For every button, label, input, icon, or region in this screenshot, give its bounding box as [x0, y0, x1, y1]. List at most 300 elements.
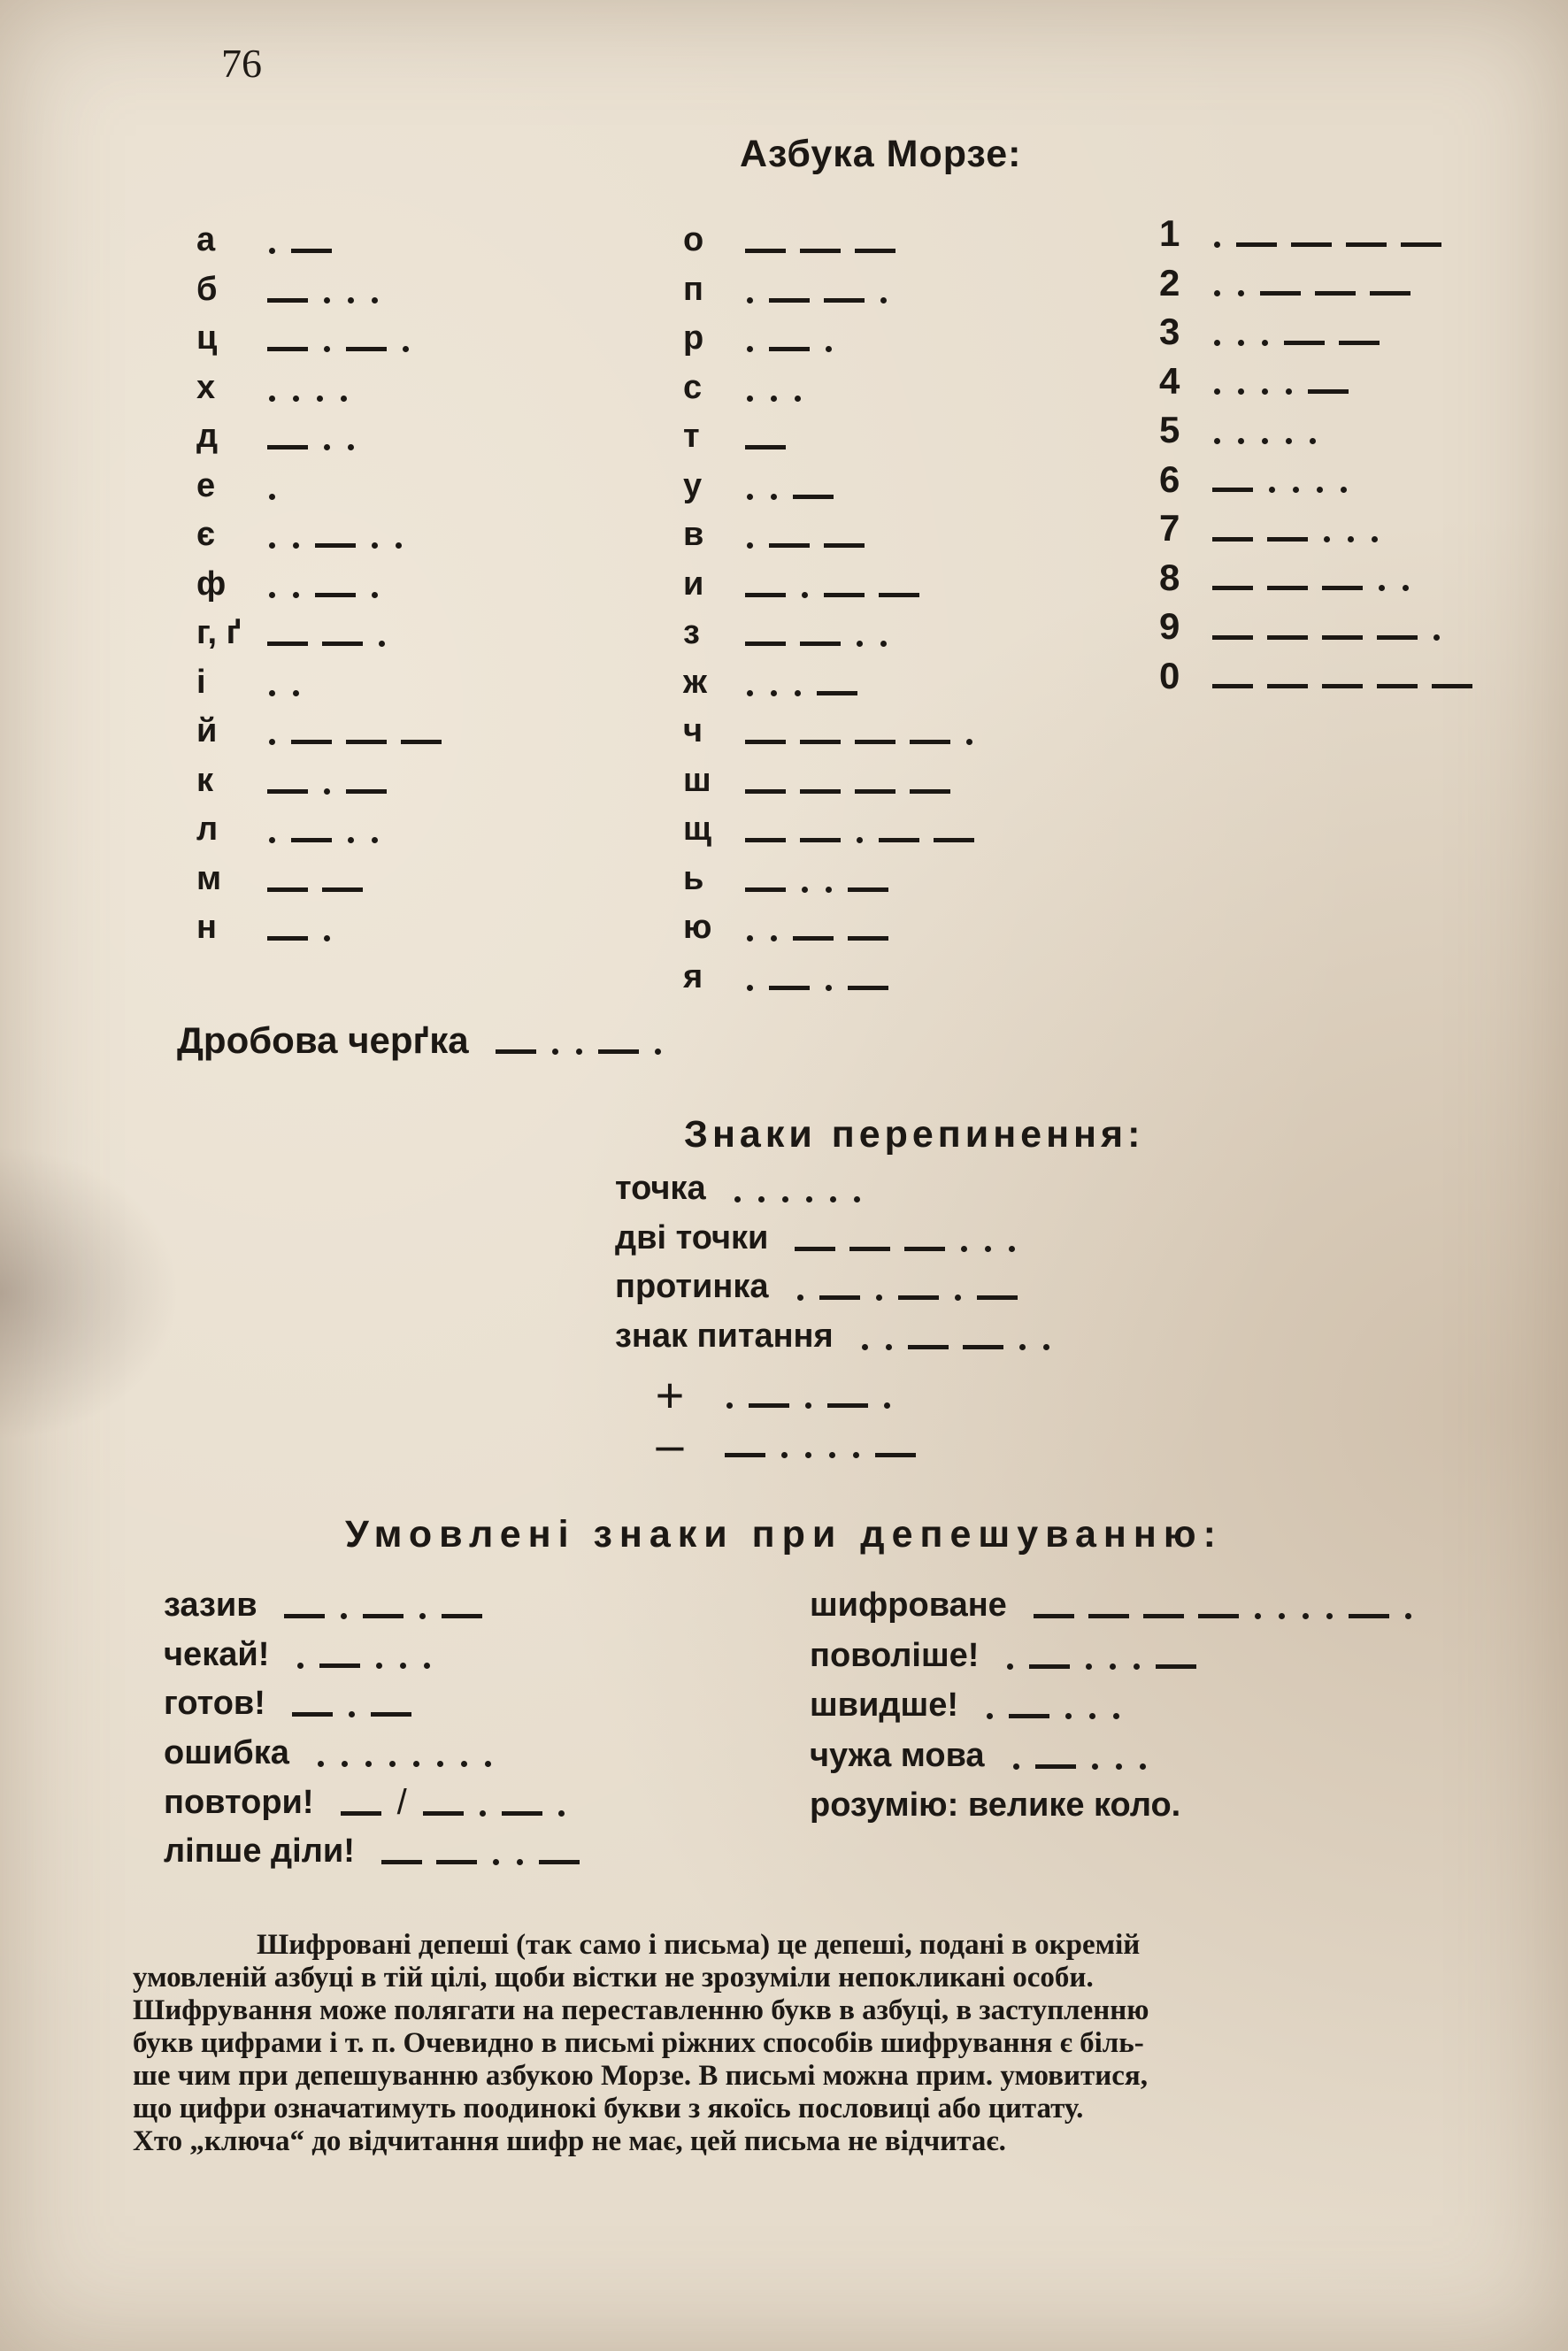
- morse-label: ь: [683, 859, 704, 897]
- morse-code: [260, 728, 449, 734]
- dot-mark: [437, 1761, 443, 1767]
- morse-row: [196, 664, 308, 702]
- morse-code: [738, 238, 903, 242]
- dot-mark: [1348, 536, 1354, 542]
- dot-mark: [1007, 1663, 1013, 1670]
- dash-mark: [1308, 389, 1349, 394]
- conventional-label: чужа мова: [810, 1736, 985, 1774]
- dash-mark: [1401, 242, 1441, 247]
- dot-mark: [480, 1810, 486, 1817]
- morse-row: [683, 271, 895, 309]
- dash-mark: [824, 543, 865, 548]
- dot-mark: [771, 935, 777, 941]
- morse-row: [196, 909, 339, 947]
- punctuation-label: точка: [615, 1170, 706, 1207]
- dash-mark: [963, 1345, 1003, 1349]
- morse-code: [260, 237, 339, 243]
- morse-row: [683, 958, 895, 996]
- dot-mark: [747, 494, 753, 500]
- dot-mark: [372, 542, 378, 549]
- dot-mark: [1092, 1763, 1098, 1770]
- dash-mark: [1212, 635, 1253, 640]
- dash-mark: [819, 1295, 860, 1300]
- morse-label: р: [683, 319, 704, 357]
- morse-row: [196, 516, 411, 554]
- morse-row: [1159, 262, 1418, 304]
- dot-mark: [348, 444, 354, 450]
- paragraph-line: букв цифрами і т. п. Очевидно в письмі ріжних способів шифрування є біль-: [133, 2027, 1144, 2059]
- morse-row: [615, 1268, 1025, 1306]
- dash-mark: [1267, 684, 1308, 688]
- dot-mark: [348, 297, 354, 303]
- dash-mark: [769, 298, 810, 303]
- morse-row: [196, 565, 387, 603]
- dot-mark: [269, 248, 275, 254]
- dash-mark: [423, 1811, 464, 1816]
- conventional-label: швидше!: [810, 1686, 958, 1724]
- dot-mark: [576, 1049, 582, 1055]
- dash-mark: [1377, 684, 1418, 688]
- dash-mark: [1009, 1714, 1049, 1718]
- dot-mark: [1009, 1246, 1015, 1252]
- dash-mark: [1267, 635, 1308, 640]
- dash-mark: [908, 1345, 949, 1349]
- conventional-label: шифроване: [810, 1587, 1007, 1624]
- dash-mark: [1322, 635, 1363, 640]
- morse-code: [1205, 574, 1418, 580]
- morse-code: [1205, 378, 1356, 384]
- dash-mark: [292, 1712, 333, 1717]
- dash-mark: [371, 1712, 411, 1717]
- dash-mark: [1291, 242, 1332, 247]
- dot-mark: [269, 837, 275, 843]
- morse-row: [1159, 557, 1418, 599]
- dot-mark: [517, 1859, 523, 1865]
- morse-row: [810, 1737, 1155, 1775]
- dot-mark: [955, 1295, 961, 1301]
- morse-row: [1159, 507, 1387, 549]
- morse-row: [615, 1318, 1058, 1356]
- dot-mark: [1341, 487, 1347, 493]
- fraction-line-row: [177, 1019, 670, 1062]
- morse-label: л: [196, 811, 219, 848]
- dot-mark: [1116, 1763, 1122, 1770]
- dash-mark: [1284, 341, 1325, 345]
- dot-mark: [324, 297, 330, 303]
- morse-label: г, ґ: [196, 614, 242, 651]
- dot-mark: [1303, 1613, 1309, 1619]
- dot-mark: [1262, 388, 1268, 395]
- dot-mark: [493, 1859, 499, 1865]
- dash-mark: [879, 838, 919, 842]
- dot-mark: [396, 542, 402, 549]
- slash-mark: /: [396, 1783, 407, 1822]
- dash-mark: [322, 887, 363, 892]
- morse-code: [1205, 329, 1387, 335]
- dot-mark: [1286, 388, 1292, 395]
- dash-mark: [1236, 242, 1277, 247]
- dash-mark: [341, 1811, 381, 1816]
- morse-row: [164, 1734, 500, 1772]
- morse-label: н: [196, 909, 217, 946]
- dot-mark: [857, 837, 863, 843]
- dot-mark: [349, 1711, 355, 1717]
- morse-label: й: [196, 712, 218, 749]
- morse-row: [683, 664, 865, 702]
- dot-mark: [826, 985, 832, 991]
- dot-mark: [806, 1196, 812, 1202]
- morse-code: [285, 1701, 419, 1707]
- morse-code: [738, 826, 981, 833]
- dash-mark: [745, 887, 786, 892]
- morse-label: 9: [1159, 605, 1180, 647]
- dash-mark: [1156, 1664, 1196, 1669]
- paragraph-line: умовленій азбуці в тій цілі, щоби вістки не зрозуміли непокликані особи.: [133, 1962, 1094, 1994]
- dot-mark: [1317, 487, 1323, 493]
- morse-code: [260, 925, 339, 931]
- dot-mark: [461, 1761, 467, 1767]
- morse-row: [196, 712, 449, 750]
- paragraph-line: що цифри означатимуть поодинокі букви з якоїсь пословиці або цитату.: [133, 2093, 1084, 2124]
- dash-mark: [855, 740, 895, 744]
- dot-mark: [857, 641, 863, 647]
- dash-mark: [910, 740, 950, 744]
- dot-mark: [1113, 1713, 1119, 1719]
- dot-mark: [747, 346, 753, 352]
- dot-mark: [1310, 438, 1316, 444]
- dash-mark: [934, 838, 974, 842]
- dot-mark: [795, 690, 801, 696]
- dash-mark: [1339, 341, 1380, 345]
- conventional-label: готов!: [164, 1685, 265, 1722]
- dash-mark: [315, 593, 356, 597]
- dash-mark: [977, 1295, 1018, 1300]
- dot-mark: [1214, 290, 1220, 296]
- dash-mark: [745, 789, 786, 794]
- dot-mark: [886, 1344, 892, 1350]
- morse-row: [1159, 212, 1449, 255]
- dot-mark: [403, 346, 409, 352]
- dash-mark: [1212, 488, 1253, 492]
- dot-mark: [781, 1452, 788, 1458]
- dash-mark: [848, 986, 888, 990]
- morse-row: [1159, 311, 1387, 353]
- dot-mark: [1238, 340, 1244, 346]
- morse-code: [260, 287, 387, 293]
- dot-mark: [293, 396, 299, 402]
- dot-mark: [1405, 1613, 1411, 1619]
- morse-label: ч: [683, 712, 703, 749]
- morse-code: [260, 483, 284, 489]
- dot-mark: [747, 690, 753, 696]
- dash-mark: [800, 249, 841, 253]
- morse-code: [260, 778, 394, 784]
- dot-mark: [966, 739, 972, 745]
- morse-row: [164, 1685, 419, 1723]
- morse-row: [196, 811, 387, 849]
- morse-code: [738, 532, 872, 538]
- morse-code: [738, 287, 895, 293]
- dot-mark: [293, 690, 299, 696]
- dot-mark: [795, 396, 801, 402]
- morse-label: і: [196, 663, 206, 701]
- punctuation-title: Знаки перепинення:: [684, 1113, 1145, 1156]
- dot-mark: [1214, 388, 1220, 395]
- dot-mark: [297, 1663, 304, 1669]
- morse-code: [260, 385, 356, 391]
- morse-code: [1205, 673, 1480, 678]
- dash-mark: [1212, 537, 1253, 542]
- dot-mark: [771, 494, 777, 500]
- dash-mark: [855, 249, 895, 253]
- morse-row: [615, 1219, 1024, 1257]
- dot-mark: [655, 1049, 661, 1055]
- morse-code: [738, 630, 895, 636]
- morse-code: [738, 974, 895, 980]
- dash-mark: [1377, 635, 1418, 640]
- dash-mark: [363, 1614, 404, 1618]
- dot-mark: [293, 542, 299, 549]
- dash-mark: [898, 1295, 939, 1300]
- dot-mark: [726, 1402, 733, 1409]
- punctuation-label: дві точки: [615, 1218, 769, 1256]
- morse-row: [196, 319, 418, 357]
- morse-code: [738, 434, 793, 439]
- morse-row: [164, 1832, 587, 1871]
- dot-mark: [341, 1613, 347, 1619]
- morse-label: д: [196, 418, 219, 455]
- fraction-line-label: Дробова черґка: [177, 1019, 469, 1061]
- dot-mark: [884, 1402, 890, 1409]
- morse-row: [615, 1170, 869, 1208]
- dash-mark: [502, 1811, 542, 1816]
- dash-mark: [904, 1247, 945, 1251]
- dot-mark: [419, 1613, 426, 1619]
- dash-mark: [745, 593, 786, 597]
- morse-code: [260, 335, 418, 342]
- dot-mark: [1238, 438, 1244, 444]
- morse-label: ю: [683, 909, 712, 946]
- dot-mark: [802, 592, 808, 598]
- dot-mark: [805, 1402, 811, 1409]
- dash-mark: [1260, 291, 1301, 296]
- dash-mark: [267, 789, 308, 794]
- morse-row: [683, 811, 981, 849]
- dash-mark: [315, 543, 356, 548]
- dot-mark: [1326, 1613, 1333, 1619]
- paragraph-line: ше чим при депешуванню азбукою Морзе. В письмі можна прим. умовитися,: [133, 2060, 1148, 2092]
- dot-mark: [880, 297, 887, 303]
- dash-mark: [817, 691, 857, 695]
- morse-label: и: [683, 565, 704, 603]
- morse-label: ш: [683, 761, 711, 799]
- morse-label: ф: [196, 565, 227, 603]
- dot-mark: [269, 542, 275, 549]
- dash-mark: [800, 642, 841, 646]
- morse-label: 8: [1159, 556, 1180, 598]
- dash-mark: [401, 740, 442, 744]
- morse-code: [738, 876, 895, 882]
- morse-code: [260, 630, 394, 636]
- dot-mark: [269, 396, 275, 402]
- dash-mark: [346, 740, 387, 744]
- dash-mark: [745, 642, 786, 646]
- conventional-title: Умовлені знаки при депешуванню:: [345, 1513, 1223, 1556]
- morse-row: [196, 221, 339, 259]
- dash-mark: [322, 642, 363, 646]
- dot-mark: [317, 396, 323, 402]
- dot-mark: [293, 592, 299, 598]
- morse-code: [1205, 624, 1449, 630]
- dot-mark: [1372, 536, 1378, 542]
- dot-mark: [1214, 438, 1220, 444]
- dot-mark: [1279, 1613, 1285, 1619]
- dot-mark: [987, 1713, 993, 1719]
- dot-mark: [1013, 1763, 1019, 1770]
- morse-code: [738, 680, 865, 686]
- dash-mark: [1198, 1614, 1239, 1618]
- morse-row: [810, 1637, 1203, 1675]
- morse-row: [615, 1416, 923, 1473]
- morse-code: [718, 1441, 923, 1448]
- morse-code: [788, 1284, 1025, 1290]
- morse-row: [196, 418, 363, 456]
- dash-mark: [745, 838, 786, 842]
- dash-mark: [745, 740, 786, 744]
- conventional-label: поволіше!: [810, 1636, 980, 1674]
- paragraph-line: Шифрування може полягати на переставленню букв в азбуці, в заступленню: [133, 1994, 1149, 2026]
- dot-mark: [1379, 585, 1385, 591]
- morse-code: [260, 680, 308, 686]
- dot-mark: [376, 1663, 382, 1669]
- dot-mark: [1238, 290, 1244, 296]
- dash-mark: [291, 740, 332, 744]
- dot-mark: [324, 444, 330, 450]
- morse-code: [1205, 526, 1387, 532]
- dot-mark: [1324, 536, 1330, 542]
- morse-code: [1205, 280, 1418, 286]
- morse-row: [196, 467, 284, 505]
- dot-mark: [802, 887, 808, 893]
- dot-mark: [829, 1452, 835, 1458]
- morse-row: [683, 712, 981, 750]
- dot-mark: [400, 1663, 406, 1669]
- punctuation-label: –: [656, 1416, 684, 1472]
- dot-mark: [1110, 1663, 1116, 1670]
- morse-row: [1159, 409, 1325, 451]
- dash-mark: [910, 789, 950, 794]
- morse-code: [738, 779, 957, 783]
- morse-label: е: [196, 466, 216, 504]
- dot-mark: [830, 1196, 836, 1202]
- conventional-label: розумію: велике коло.: [810, 1786, 1181, 1824]
- morse-label: 6: [1159, 457, 1180, 500]
- page-number: 76: [221, 41, 262, 86]
- dash-mark: [800, 740, 841, 744]
- morse-row: [196, 762, 394, 800]
- dash-mark: [442, 1614, 482, 1618]
- dash-mark: [824, 298, 865, 303]
- dash-mark: [291, 249, 332, 253]
- dash-mark: [875, 1453, 916, 1457]
- dash-mark: [1432, 684, 1472, 688]
- morse-code: [277, 1602, 489, 1609]
- dot-mark: [269, 739, 275, 745]
- dot-mark: [805, 1452, 811, 1458]
- morse-label: ж: [683, 663, 707, 701]
- morse-row: [683, 467, 841, 505]
- dot-mark: [379, 641, 385, 647]
- morse-label: з: [683, 614, 700, 651]
- dash-mark: [267, 642, 308, 646]
- morse-row: [683, 369, 810, 407]
- morse-label: о: [683, 221, 704, 258]
- dash-mark: [267, 887, 308, 892]
- morse-code: [334, 1783, 573, 1823]
- morse-label: б: [196, 270, 218, 308]
- dash-mark: [824, 593, 865, 597]
- dot-mark: [1140, 1763, 1146, 1770]
- dot-mark: [876, 1295, 882, 1301]
- morse-code: [1205, 427, 1325, 434]
- dot-mark: [348, 837, 354, 843]
- dot-mark: [324, 788, 330, 795]
- morse-code: [788, 1235, 1024, 1241]
- morse-row: [683, 565, 926, 603]
- dot-mark: [826, 887, 832, 893]
- morse-code: [260, 581, 387, 588]
- dot-mark: [1262, 438, 1268, 444]
- cipher-paragraph: [133, 1929, 1549, 2158]
- morse-label: 0: [1159, 654, 1180, 696]
- dash-mark: [855, 789, 895, 794]
- dash-mark: [1088, 1614, 1129, 1618]
- dot-mark: [826, 346, 832, 352]
- morse-code: [738, 581, 926, 588]
- dot-mark: [747, 297, 753, 303]
- dash-mark: [769, 543, 810, 548]
- dash-mark: [879, 593, 919, 597]
- morse-code: [260, 532, 411, 538]
- morse-code: [726, 1186, 869, 1192]
- morse-row: [1159, 458, 1356, 501]
- morse-code: [374, 1848, 587, 1855]
- punctuation-label: протинка: [615, 1268, 769, 1305]
- dot-mark: [558, 1810, 565, 1817]
- morse-row: [196, 369, 356, 407]
- dash-mark: [1035, 1764, 1076, 1769]
- morse-label: у: [683, 466, 703, 504]
- dot-mark: [413, 1761, 419, 1767]
- dot-mark: [1238, 388, 1244, 395]
- dot-mark: [1262, 340, 1268, 346]
- dash-mark: [496, 1049, 536, 1054]
- dot-mark: [1086, 1663, 1092, 1670]
- dot-mark: [758, 1196, 765, 1202]
- dash-mark: [1034, 1614, 1074, 1618]
- morse-label: 1: [1159, 212, 1180, 254]
- dot-mark: [1433, 634, 1440, 641]
- morse-row: [683, 418, 793, 456]
- dot-mark: [389, 1761, 396, 1767]
- punctuation-label: знак питання: [615, 1317, 834, 1355]
- morse-row: [683, 516, 872, 554]
- morse-code: [738, 483, 841, 489]
- paragraph-line: Хто „ключа“ до відчитання шифр не має, цей письма не відчитає.: [133, 2125, 1006, 2157]
- dot-mark: [318, 1761, 324, 1767]
- morse-row: [683, 221, 903, 259]
- morse-label: а: [196, 221, 216, 258]
